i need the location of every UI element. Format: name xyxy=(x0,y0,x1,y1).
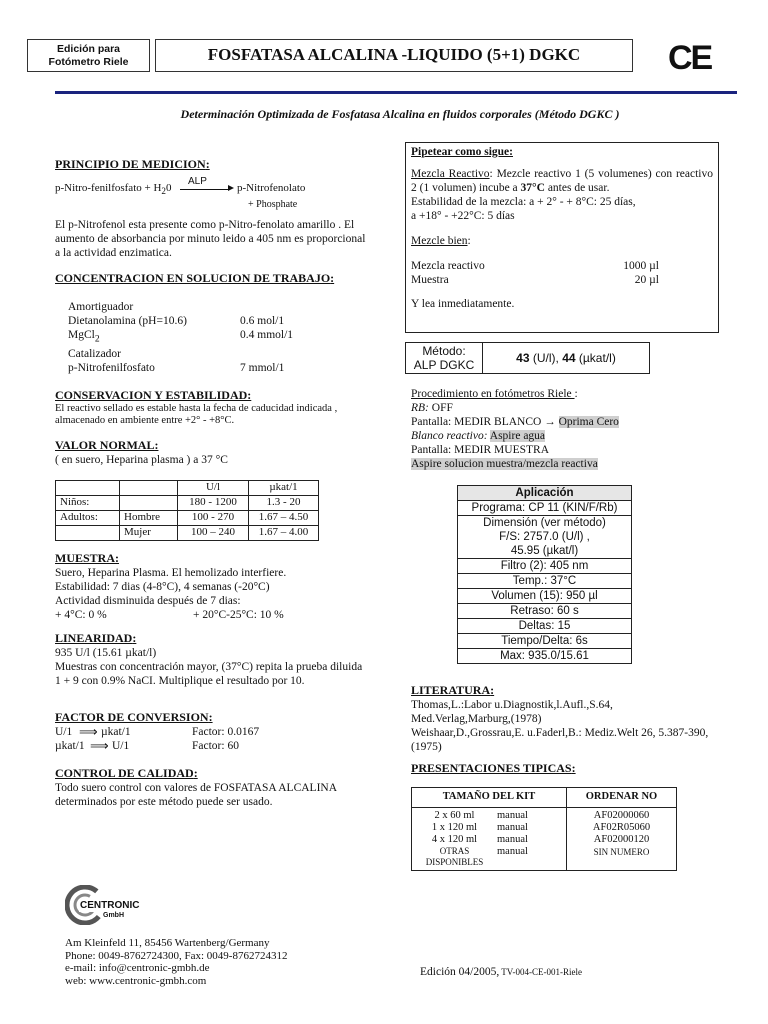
proc-colon: : xyxy=(574,388,578,400)
muestra-l4b: + 20°C-25°C: 10 % xyxy=(193,608,284,621)
valor-normal-table xyxy=(55,480,319,541)
app-row-fs2: 45.95 (µkat/l) xyxy=(458,544,631,559)
kit-head-size: TAMAÑO DEL KIT xyxy=(412,788,567,808)
factor-section xyxy=(55,710,365,753)
kit-type-3: manual xyxy=(497,846,528,857)
kit-type-0: manual xyxy=(497,810,528,821)
reaction-sub: 2 xyxy=(161,185,166,196)
conservacion-section xyxy=(55,388,385,428)
muestra-section xyxy=(55,551,385,622)
factor-r1b: µkat/1 xyxy=(101,725,131,738)
address-block xyxy=(65,937,385,987)
conversion-arrow-icon-2: ⟹ xyxy=(90,737,109,753)
muestra-l3: Actividad disminuida después de 7 dias: xyxy=(55,594,241,607)
linearidad-l2: Muestras con concentración mayor, (37°C) repita la prueba diluida 1 + 9 con 0.9% NaCI. Multiplique el resultado por 10. xyxy=(55,660,363,687)
proc-p1b: Oprima Cero xyxy=(558,416,619,429)
kit-type-1: manual xyxy=(497,822,528,833)
presentaciones-colon: : xyxy=(571,761,576,775)
valor-normal-section xyxy=(55,438,375,467)
app-row-volumen: Volumen (15): 950 µl xyxy=(458,589,631,604)
mezcle-bien: Mezcle bien xyxy=(411,235,468,248)
dietanolamina: Dietanolamina (pH=10.6) xyxy=(68,314,187,327)
literatura-l3: Weishaar,D.,Grossrau,E. u.Faderl,B.: Mediz.Welt 26, 5.387-390,(1975) xyxy=(411,726,709,753)
factor-r1a: U/1 xyxy=(55,725,73,738)
kit-order-1: AF02R05060 xyxy=(592,822,651,833)
kit-head-order: ORDENAR NO xyxy=(567,788,677,808)
arrow-right-icon: → xyxy=(544,416,556,429)
catalizador: Catalizador xyxy=(68,347,122,360)
control-section xyxy=(55,766,375,809)
proc-p2: Pantalla: MEDIR MUESTRA xyxy=(411,444,549,457)
literatura-l1: Thomas,L.:Labor u.Diagnostik,l.Aufl.,S.64, xyxy=(411,698,613,711)
edition-box xyxy=(27,39,150,72)
br-value: Aspire agua xyxy=(489,430,546,443)
kit-size-0: 2 x 60 ml xyxy=(434,810,475,821)
edition-footer xyxy=(420,965,582,979)
enzyme-label: ALP xyxy=(188,175,207,187)
ce-mark-icon: CE xyxy=(668,39,712,77)
mezcla-label: Mezcla Reactivo xyxy=(411,168,490,181)
page-title xyxy=(155,39,633,72)
control-colon: : xyxy=(193,766,198,780)
linearidad-l1: 935 U/l (15.61 µkat/l) xyxy=(55,646,157,659)
adultos-label: Adultos: xyxy=(56,511,120,526)
app-row-temp: Temp.: 37°C xyxy=(458,574,631,589)
app-row-retraso: Retraso: 60 s xyxy=(458,604,631,619)
metodo-v2: 44 xyxy=(562,351,576,365)
literatura-colon: : xyxy=(490,683,495,697)
conversion-arrow-icon: ⟹ xyxy=(79,723,98,739)
mgcl: MgCl xyxy=(68,328,95,341)
muestra-colon: : xyxy=(115,551,120,565)
principio-title: PRINCIPIO DE MEDICION xyxy=(55,157,206,171)
muestra-l2: Estabilidad: 7 dias (4-8°C), 4 semanas (-20°C) xyxy=(55,580,270,593)
hombre-label: Hombre xyxy=(120,511,178,526)
kit-table xyxy=(411,787,677,871)
metodo-box xyxy=(405,342,650,374)
product2: + Phosphate xyxy=(248,198,298,210)
pnfp: p-Nitrofenilfosfato xyxy=(68,361,155,374)
reaction xyxy=(55,175,375,222)
concentracion-title: CONCENTRACION EN SOLUCION DE TRABAJO xyxy=(55,271,331,285)
conservacion-title: CONSERVACION Y ESTABILIDAD: xyxy=(55,388,252,402)
app-row-max: Max: 935.0/15.61 xyxy=(500,650,589,662)
table-row xyxy=(412,808,677,871)
reaction-arrow-icon xyxy=(180,189,230,190)
app-row-filtro: Filtro (2): 405 nm xyxy=(458,559,631,574)
logo-name: CENTRONIC xyxy=(80,900,140,911)
kit-order-3: SIN NUMERO xyxy=(593,847,650,857)
principio-colon: : xyxy=(205,157,210,171)
page-title-text: FOSFATASA ALCALINA -LIQUIDO (5+1) DGKC xyxy=(207,45,581,64)
addr3: e-mail: info@centronic-gmbh.de xyxy=(65,962,210,974)
hombre-k: 1.67 – 4.50 xyxy=(249,511,319,526)
factor-title: FACTOR DE CONVERSION xyxy=(55,710,209,724)
edition-line1: Edición para xyxy=(56,43,120,55)
rb-value: OFF xyxy=(428,402,453,415)
kit-size-2: 4 x 120 ml xyxy=(431,834,478,845)
metodo-v1: 43 xyxy=(516,351,530,365)
mr-value: 1000 µl xyxy=(623,260,659,273)
edition-date: Edición 04/2005, xyxy=(420,966,500,978)
head-k: µkat/1 xyxy=(249,481,319,496)
conservacion-line2: almacenado en ambiente entre +2° - +8°C. xyxy=(55,415,235,427)
addr1: Am Kleinfeld 11, 85456 Wartenberg/Germany xyxy=(65,937,270,949)
ninos-k: 1.3 - 20 xyxy=(249,496,319,511)
metodo-label2: ALP DGKC xyxy=(413,358,475,372)
hombre-u: 100 - 270 xyxy=(178,511,249,526)
reaction-left: p-Nitro-fenilfosfato + H xyxy=(55,181,162,194)
aplicacion-box xyxy=(457,485,632,664)
estab2: a +18° - +22°C: 5 días xyxy=(411,210,515,223)
kit-size-3: OTRAS DISPONIBLES xyxy=(425,846,484,867)
m-label: Muestra xyxy=(411,274,449,287)
mujer-k: 1.67 – 4.00 xyxy=(249,526,319,541)
control-title: CONTROL DE CALIDAD xyxy=(55,766,194,780)
pnfp-value: 7 mmol/1 xyxy=(240,361,285,374)
mezcla-temp: 37°C xyxy=(520,182,545,195)
estab1: Estabilidad de la mezcla: a + 2° - + 8°C: 25 días, xyxy=(411,196,636,209)
edition-line2: Fotómetro Riele xyxy=(48,56,129,68)
header-rule xyxy=(55,91,737,94)
table-row xyxy=(56,481,319,496)
addr4: web: www.centronic-gmbh.com xyxy=(65,974,207,987)
muestra-l4a: + 4°C: 0 % xyxy=(55,608,107,621)
literatura-l2: Med.Verlag,Marburg,(1978) xyxy=(411,712,542,725)
addr2: Phone: 0049-8762724300, Fax: 0049-8762724312 xyxy=(65,949,288,962)
mr-label: Mezcla reactivo xyxy=(411,260,485,273)
muestra-l1: Suero, Heparina Plasma. El hemolizado interfiere. xyxy=(55,566,287,579)
proc-p1: Pantalla: MEDIR BLANCO xyxy=(411,416,545,429)
kit-type-2: manual xyxy=(497,834,528,845)
lea: Y lea inmediatamente. xyxy=(411,298,515,311)
app-row-programa: Programa: CP 11 (KIN/F/Rb) xyxy=(458,501,631,516)
table-row xyxy=(56,511,319,526)
linearidad-colon: : xyxy=(132,631,137,645)
valor-normal-title: VALOR NORMAL xyxy=(55,438,155,452)
edition-code: TV-004-CE-001-Riele xyxy=(499,967,582,977)
table-row xyxy=(56,526,319,541)
head-u: U/l xyxy=(178,481,249,496)
app-row-dimension: Dimensión (ver método) xyxy=(483,517,606,529)
mgcl-sub: 2 xyxy=(94,332,100,344)
pipetear-title: Pipetear como sigue: xyxy=(411,146,513,158)
principio-section xyxy=(55,157,375,260)
concentracion-section xyxy=(55,271,375,375)
reaction-o: 0 xyxy=(165,181,172,194)
arrow-head-icon xyxy=(228,185,234,191)
valor-normal-colon: : xyxy=(154,438,159,452)
app-row-tiempo: Tiempo/Delta: 6s xyxy=(458,634,631,649)
presentaciones-section xyxy=(411,761,731,776)
kit-order-2: AF02000120 xyxy=(593,834,650,845)
aplicacion-title: Aplicación xyxy=(458,486,631,501)
metodo-u2: (µkat/l) xyxy=(575,351,616,365)
concentracion-colon: : xyxy=(330,271,335,285)
kit-order-0: AF02000060 xyxy=(593,810,650,821)
proc-p3: Aspire solucion muestra/mezcla reactiva xyxy=(411,458,598,471)
app-row-fs1: F/S: 2757.0 (U/l) , xyxy=(499,531,590,543)
mujer-u: 100 – 240 xyxy=(178,526,249,541)
ninos-label: Niños: xyxy=(56,496,120,511)
factor-colon: : xyxy=(208,710,213,724)
metodo-u1: (U/l), xyxy=(529,351,563,365)
br-label: Blanco reactivo: xyxy=(411,430,488,443)
table-row xyxy=(412,788,677,808)
metodo-label1: Método: xyxy=(422,344,466,358)
muestra-title: MUESTRA xyxy=(55,551,116,565)
literatura-title: LITERATURA xyxy=(411,683,491,697)
procedimiento-section xyxy=(411,387,731,471)
subtitle: Determinación Optimizada de Fosfatasa Alcalina en fluidos corporales (Método DGKC ) xyxy=(180,107,620,121)
mujer-label: Mujer xyxy=(120,526,178,541)
amortiguador: Amortiguador xyxy=(68,300,134,313)
pipetear-box xyxy=(405,142,719,333)
control-text: Todo suero control con valores de FOSFATASA ALCALINA determinados por este método puede ser usado. xyxy=(55,781,337,808)
logo-sub: GmbH xyxy=(103,912,124,919)
factor-r2b: U/1 xyxy=(112,739,130,752)
valor-normal-text: ( en suero, Heparina plasma ) a 37 °C xyxy=(55,453,228,466)
principio-text: El p-Nitrofenol esta presente como p-Nitro-fenolato amarillo . El aumento de absorbancia por minuto leido a 405 nm es proporcional a la actividad enzimatica. xyxy=(55,218,366,259)
m-value: 20 µl xyxy=(634,274,659,287)
mezcle-colon: : xyxy=(467,235,471,248)
linearidad-title: LINEARIDAD xyxy=(55,631,133,645)
mezcla-end: antes de usar. xyxy=(544,182,610,195)
factor-r1c: Factor: 0.0167 xyxy=(192,725,260,738)
mezcla-text: : Mezcle reactivo 1 (5 volumenes) con reactivo 2 (1 volumen) incube a xyxy=(411,168,714,195)
product1: p-Nitrofenolato xyxy=(237,181,306,194)
presentaciones-title: PRESENTACIONES TIPICAS xyxy=(411,761,572,775)
factor-r2a: µkat/1 xyxy=(55,739,85,752)
kit-size-1: 1 x 120 ml xyxy=(431,822,478,833)
company-logo xyxy=(65,885,165,927)
literatura-section xyxy=(411,683,731,754)
dietanolamina-value: 0.6 mol/1 xyxy=(240,314,285,327)
ninos-u: 180 - 1200 xyxy=(178,496,249,511)
conservacion-line1: El reactivo sellado es estable hasta la fecha de caducidad indicada , xyxy=(55,402,338,414)
table-row xyxy=(56,496,319,511)
mgcl-value: 0.4 mmol/1 xyxy=(240,328,294,341)
rb-label: RB: xyxy=(411,402,429,415)
proc-title: Procedimiento en fotómetros Riele xyxy=(411,388,575,400)
linearidad-section xyxy=(55,631,365,688)
factor-r2c: Factor: 60 xyxy=(192,739,239,752)
app-row-deltas: Deltas: 15 xyxy=(458,619,631,634)
